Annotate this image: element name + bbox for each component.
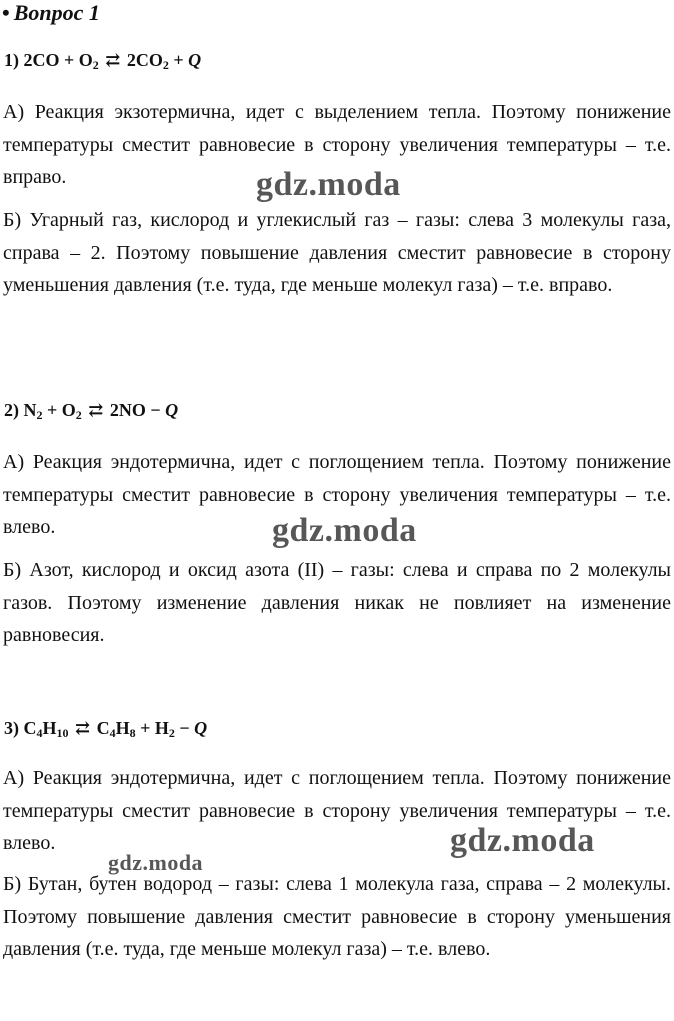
section-3-part-a: А) Реакция эндотермична, идет с поглощением тепла. Поэтому понижение температуры сместит равновесие в сторону увеличения температуры – т.е. влево.	[3, 767, 671, 854]
watermark: gdz.moda	[450, 822, 595, 859]
watermark: gdz.moda	[256, 166, 401, 203]
section-2-part-a: А) Реакция эндотермична, идет с поглощением тепла. Поэтому понижение температуры сместит равновесие в сторону увеличения температуры – т.е. влево.	[3, 451, 671, 538]
watermark: gdz.moda	[272, 512, 417, 549]
heading-text: Вопрос 1	[13, 0, 100, 25]
equation-2: 2) $N_2 + O_2$ ⇄ 2NO − Q	[4, 400, 179, 422]
equation-3: 3) $C_4H_{10}$ ⇄ $C_4H_8 + H_2 - Q$	[4, 718, 208, 740]
heading-bullet: •	[2, 0, 10, 25]
section-3-part-b: Б) Бутан, бутен водород – газы: слева 1 молекула газа, справа – 2 молекулы. Поэтому повышение давления сместит равновесие в сторону уменьшения давления (т.е. туда, где меньше молекул газа) – т.е. влево.	[3, 873, 671, 960]
watermark: gdz.moda	[108, 850, 204, 875]
equation-1: 1) $2CO + O_2$ ⇄ $2CO_2 + Q$	[4, 50, 202, 72]
equilibrium-arrow-icon: ⇄	[75, 718, 91, 738]
section-2-part-b: Б) Азот, кислород и оксид азота (II) – газы: слева и справа по 2 молекулы газов. Поэтому изменение давления никак не повлияет на изменение равновесия.	[3, 559, 671, 646]
question-heading	[2, 0, 100, 26]
equilibrium-arrow-icon: ⇄	[105, 50, 121, 70]
section-1-part-b: Б) Угарный газ, кислород и углекислый газ – газы: слева 3 молекулы газа, справа – 2. Поэтому повышение давления сместит равновесие в сторону уменьшения давления (т.е. туда, где меньше молекул газа) – т.е. вправо.	[3, 209, 671, 296]
equilibrium-arrow-icon: ⇄	[88, 400, 104, 420]
section-1-part-a: А) Реакция экзотермична, идет с выделением тепла. Поэтому понижение температуры сместит равновесие в сторону увеличения температуры – т.е. вправо.	[3, 101, 671, 188]
